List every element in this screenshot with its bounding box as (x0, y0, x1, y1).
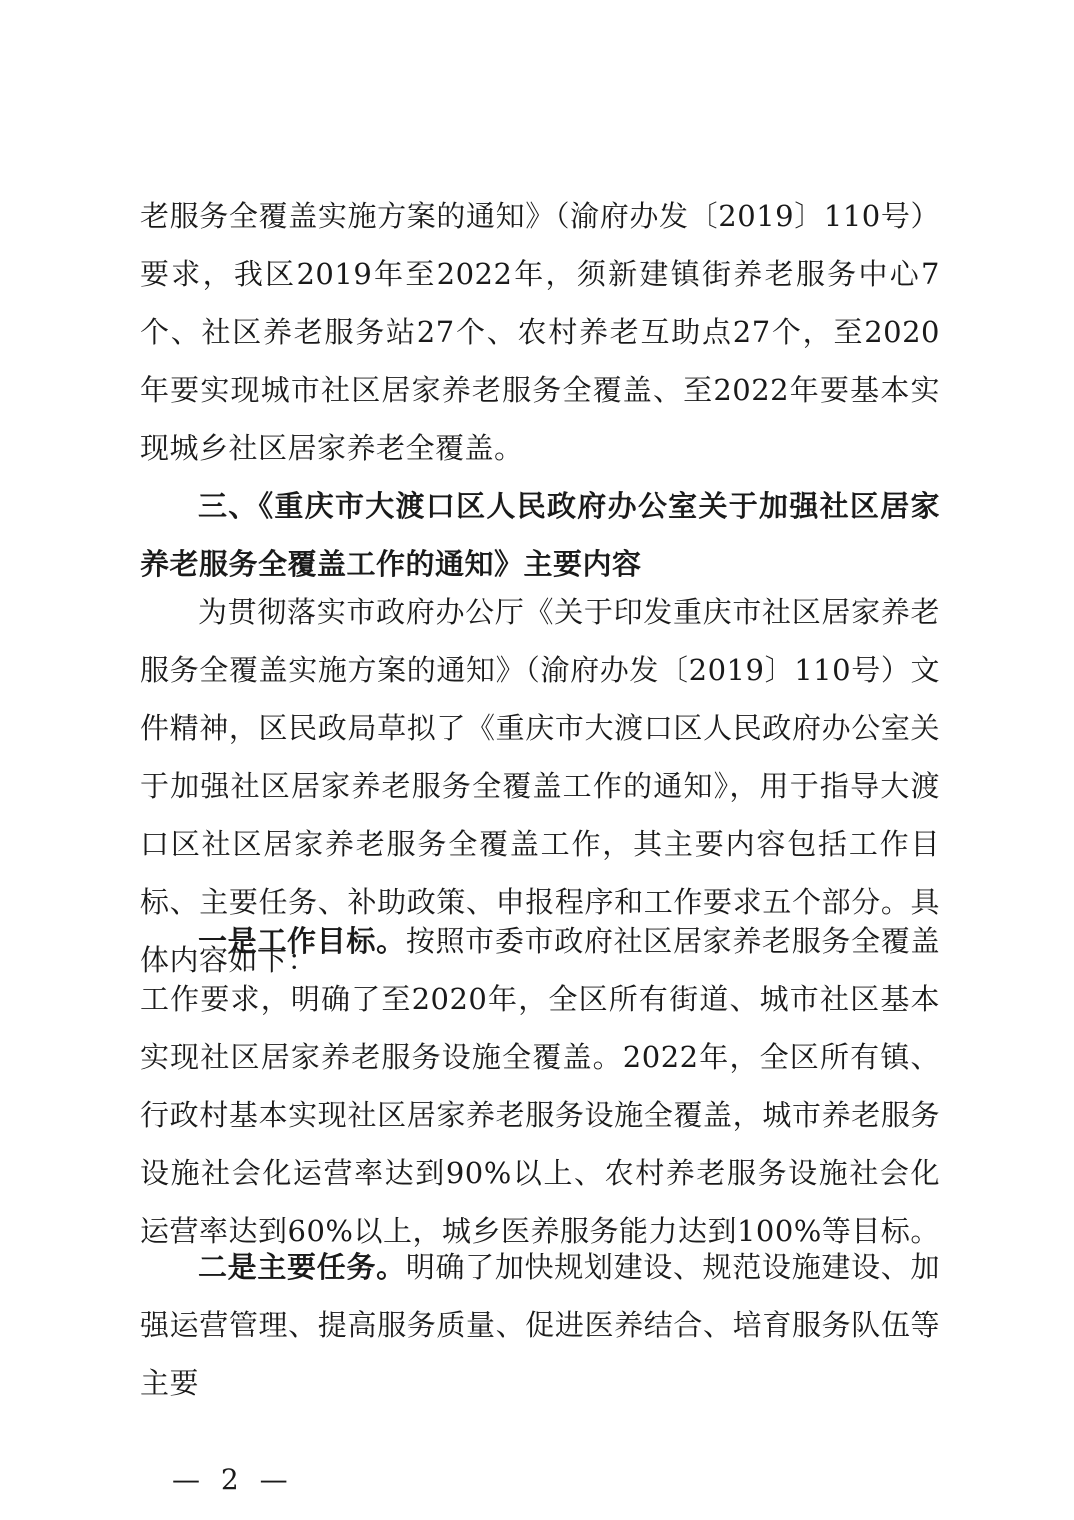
work-goals-body: 按照市委市政府社区居家养老服务全覆盖工作要求，明确了至2020年，全区所有街道、城市社区基本实现社区居家养老服务设施全覆盖。2022年，全区所有镇、行政村基本实现社区居家养老服务设施全覆盖，城市养老服务设施社会化运营率达到90%以上、农村养老服务设施社会化运营率达到60%以上，城乡医养服务能力达到100%等目标。 (140, 924, 940, 1248)
main-tasks-body: 明确了加快规划建设、规范设施建设、加强运营管理、提高服务质量、促进医养结合、培育服务队伍等主要 (140, 1250, 940, 1400)
paragraph-work-goals (140, 912, 940, 1260)
paragraph-continuation (140, 187, 940, 477)
section-heading-3 (140, 477, 940, 593)
work-goals-lead: 一是工作目标。 (198, 924, 406, 958)
main-tasks-lead: 二是主要任务。 (198, 1250, 406, 1284)
paragraph-continuation-text: 老服务全覆盖实施方案的通知》（渝府办发〔2019〕110号）要求，我区2019年至2022年，须新建镇街养老服务中心7个、社区养老服务站27个、农村养老互助点27个，至2020年要实现城市社区居家养老服务全覆盖、至2022年要基本实现城乡社区居家养老全覆盖。 (140, 199, 940, 465)
paragraph-main-tasks (140, 1238, 940, 1412)
section-heading-3-text: 三、《重庆市大渡口区人民政府办公室关于加强社区居家养老服务全覆盖工作的通知》主要内容 (140, 489, 940, 581)
page-number: — 2 — (172, 1463, 294, 1496)
paragraph-overview-text: 为贯彻落实市政府办公厅《关于印发重庆市社区居家养老服务全覆盖实施方案的通知》（渝府办发〔2019〕110号）文件精神，区民政局草拟了《重庆市大渡口区人民政府办公室关于加强社区居家养老服务全覆盖工作的通知》，用于指导大渡口区社区居家养老服务全覆盖工作，其主要内容包括工作目标、主要任务、补助政策、申报程序和工作要求五个部分。具体内容如下： (140, 595, 940, 977)
